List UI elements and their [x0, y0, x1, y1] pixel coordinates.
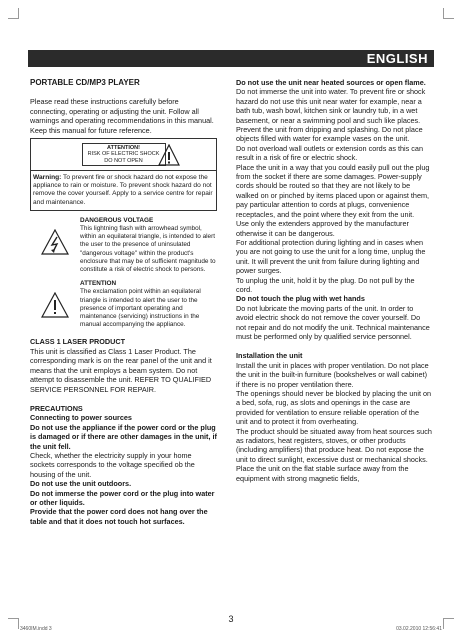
- extenders-paragraph: Use only the extenders approved by the manufacturer otherwise it can be dangerous.: [236, 219, 409, 238]
- heat-sources-warning: Do not use the unit near heated sources or open flame.: [236, 78, 426, 87]
- language-label: ENGLISH: [366, 51, 428, 66]
- installation-paragraph-2: The openings should never be blocked by placing the unit on a bed, sofa, rug, as slots and openings in the case are provided for ventilation to ensure reliable operation of the unit and to protect it from overheating.: [236, 389, 432, 427]
- connecting-title: Connecting to power sources: [30, 413, 132, 423]
- attention-row: [31, 139, 216, 171]
- placement-paragraph: Place the unit in a way that you could easily pull out the plug from the socket if there are some damages. Power-supply cords should be routed so that they are not likely to be walked on or pinched by items placed upon or against them, pay particular attention to cords at plugs, convenience receptacles, and the point where they exit from the unit.: [236, 162, 430, 219]
- crop-mark-top-right: [443, 8, 454, 19]
- warning-body: To prevent fire or shock hazard do not expose the appliance to rain or moisture. To prevent shock hazard do not remove the cover yourself. Apply to a service centre for repair and maintenance.: [33, 174, 213, 206]
- installation-paragraph-4: Place the unit on the flat stable surface away from the equipment with strong magnetic fields,: [236, 464, 409, 483]
- attention-text: The exclamation point within an equilateral triangle is intended to alert the user to the presence of important operating and maintenance (servicing) instructions in the manual accompanying the appliance.: [80, 288, 201, 329]
- laser-title: CLASS 1 LASER PRODUCT: [30, 337, 126, 347]
- attention-section: [30, 280, 217, 329]
- lightning-bolt-icon: [41, 229, 69, 255]
- attention-label-box: [82, 143, 166, 167]
- crop-mark-top-left: [8, 8, 19, 19]
- exclamation-triangle-icon: [41, 292, 69, 318]
- attention-title: ATTENTION: [80, 280, 117, 288]
- page-number: 3: [228, 614, 234, 624]
- dangerous-voltage-text: This lightning flash with arrowhead symbol, within an equilateral triangle, is intended to alert the user to the presence of uninsulated "dangerous voltage" within the product's enclosure that may be of sufficient magnitude to constitute a risk of electric shock to persons.: [80, 225, 216, 274]
- connecting-warning: Do not use the appliance if the power cord or the plug is damaged or if there are other damages in the unit, if the unit fell.: [30, 422, 217, 451]
- dangerous-voltage-title: DANGEROUS VOLTAGE: [80, 216, 154, 224]
- laser-text: This unit is classified as Class 1 Laser Product. The corresponding mark is on the rear panel of the unit and it means that the unit employs a beam system. Do not attempt to disassemble the unit. REFER TO QUALIFIED SERVICE PERSONNEL FOR REPAIR.: [30, 346, 212, 394]
- outdoors-warning: Do not use the unit outdoors.: [30, 479, 132, 489]
- maintenance-paragraph: Do not lubricate the moving parts of the unit. In order to avoid electric shock do not remove the cover yourself. Do not repair and do not modify the unit. Technical maintenance must be performed only by qualified service personnel.: [236, 303, 430, 341]
- left-column: [30, 78, 217, 526]
- dangerous-voltage-section: [30, 217, 217, 274]
- overload-paragraph: Do not overload wall outlets or extension cords as this can result in a risk of fire or electric shock.: [236, 143, 423, 163]
- connecting-text: Check, whether the electricity supply in your home sockets corresponds to the voltage specified ob the housing of the unit.: [30, 450, 195, 479]
- language-header-bar: [28, 50, 434, 67]
- right-column: [236, 78, 432, 483]
- immerse-warning: Do not immerse the power cord or the plug into water or other liquids.: [30, 488, 215, 507]
- intro-paragraph: Please read these instructions carefully before connecting, operating or adjusting the unit. Follow all warnings and operating recommendations in this manual.: [30, 97, 214, 126]
- footer-timestamp: 03.02.2010 12:56:41: [396, 626, 442, 632]
- keep-manual-note: Keep this manual for future reference.: [30, 125, 152, 135]
- wet-hands-warning: Do not touch the plug with wet hands: [236, 294, 365, 304]
- attention-box-line2: DO NOT OPEN: [104, 157, 143, 164]
- lighting-paragraph: For additional protection during lighting and in cases when you are not going to use the unit for a long time, unplug the unit. It will prevent the unit from failure during lighting and power surges.: [236, 237, 426, 276]
- attention-box-title: ATTENTION!: [107, 144, 140, 151]
- installation-title: Installation the unit: [236, 351, 303, 361]
- water-paragraph: Do not immerse the unit into water. To prevent fire or shock hazard do not use this unit near water for example, near a bath tub, wash bowl, kitchen sink or laundry tub, in a wet basement, or near a swimming pool and such like places. Prevent the unit from dripping and splashing. Do not place objects filled with water for example vases on the unit.: [236, 87, 426, 144]
- precautions-title: PRECAUTIONS: [30, 403, 83, 413]
- unplug-paragraph: To unplug the unit, hold it by the plug. Do not pull by the cord.: [236, 275, 415, 294]
- attention-box-line1: RISK OF ELECTRIC SHOCK: [87, 151, 160, 158]
- warning-box: [30, 138, 217, 211]
- installation-paragraph-1: Install the unit in places with proper ventilation. Do not place the unit in the built-in furniture (bookshelves or wall cabinet) if there is no proper ventilation there.: [236, 360, 429, 389]
- exclamation-icon: [158, 144, 180, 166]
- installation-paragraph-3: The product should be situated away from heat sources such as radiators, heat registers, stoves, or other products (including amplifiers) that produce heat. Do not expose the unit to direct sunlight, excessive dust or mechanical shocks.: [236, 426, 432, 464]
- power-cord-warning: Provide that the power cord does not hang over the table and that it does not touch hot surfaces.: [30, 507, 208, 526]
- warning-label: Warning:: [33, 174, 62, 182]
- footer-filename: 3460IM.indd 3: [20, 626, 52, 632]
- product-title: PORTABLE CD/MP3 PLAYER: [30, 78, 140, 87]
- warning-text: [31, 171, 216, 210]
